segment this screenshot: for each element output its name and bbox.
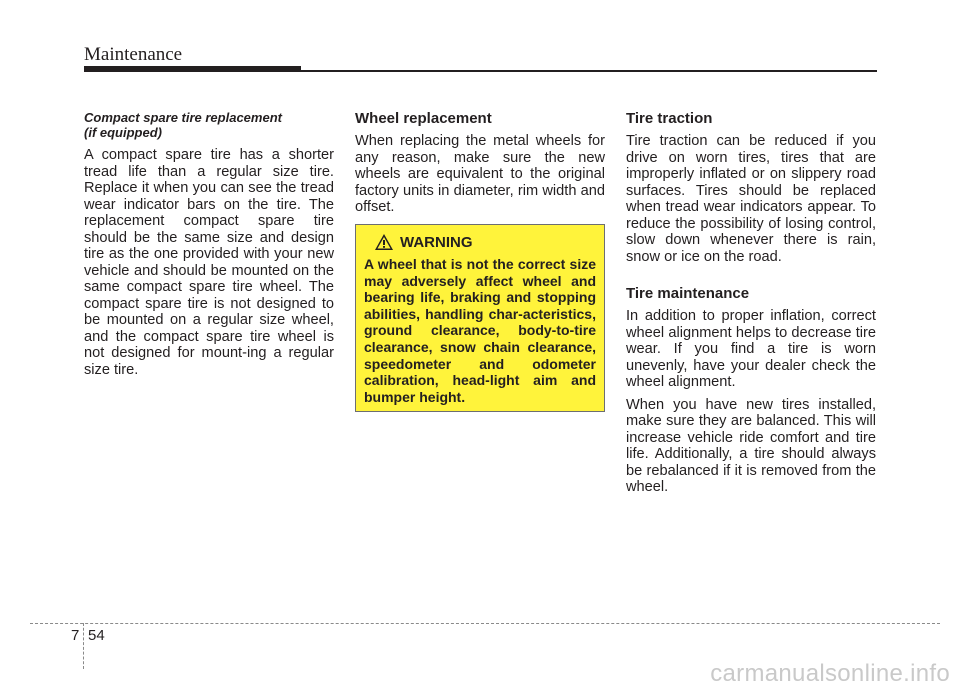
tire-traction-paragraph: Tire traction can be reduced if you drive on worn tires, tires that are improperly inflated or on slippery road surfaces. Tires should be replaced when tread wear indicators appear. To reduce the possibility of losing control, slow down whenever there is rain, snow or ice on the road.: [626, 133, 876, 265]
warning-title: WARNING: [400, 233, 473, 251]
wheel-replacement-paragraph: When replacing the metal wheels for any reason, make sure the new wheels are equivalent to the original factory units in diameter, rim width and offset.: [355, 133, 605, 215]
tire-maintenance-heading: Tire maintenance: [626, 285, 750, 302]
wheel-replacement-heading: Wheel replacement: [355, 110, 492, 127]
compact-spare-subheading-line2: (if equipped): [84, 125, 162, 140]
tire-maintenance-paragraph-1: In addition to proper inflation, correct wheel alignment helps to decrease tire wear. If you find a tire is worn unevenly, have your dealer check the wheel alignment.: [626, 308, 876, 390]
column-right: [626, 110, 876, 502]
warning-box: [355, 224, 605, 412]
compact-spare-paragraph: A compact spare tire has a shorter tread life than a regular size tire. Replace it when you can see the tread wear indicator bars on the tire. The replacement compact spare tire should be the same size and design tire as the one provided with your new vehicle and should be mounted on the same compact spare tire wheel. The compact spare tire is not designed to be mounted on a regular size wheel, and the compact spare tire wheel is not designed for mount-ing a regular size tire.: [84, 147, 334, 378]
compact-spare-subheading-line1: Compact spare tire replacement: [84, 110, 282, 125]
page-number: 54: [88, 627, 105, 644]
tire-maintenance-paragraph-2: When you have new tires installed, make sure they are balanced. This will increase vehicle ride comfort and tire life. Additionally, a tire should always be rebalanced if it is removed from the wheel.: [626, 396, 876, 495]
warning-text: A wheel that is not the correct size may adversely affect wheel and bearing life, braking and stopping abilities, handling char-acteristics, ground clearance, body-to-tire clearance, snow chain clearance, speedometer and odometer calibration, head-light aim and bumper height.: [364, 256, 596, 405]
column-middle: [355, 110, 605, 222]
compact-spare-subheading: [84, 110, 334, 140]
header-rule-thin: [301, 70, 877, 72]
footer-dashed-rule: [30, 623, 940, 624]
chapter-number: 7: [71, 627, 80, 644]
page-section-title: Maintenance: [84, 44, 183, 65]
warning-triangle-icon: [374, 233, 394, 251]
warning-header: [374, 233, 596, 251]
tire-traction-heading: Tire traction: [626, 110, 713, 127]
watermark-text: carmanualsonline.info: [710, 660, 950, 687]
column-left: [84, 110, 334, 384]
footer-dashed-divider: [83, 623, 84, 669]
header-rule-thick: [84, 66, 301, 72]
